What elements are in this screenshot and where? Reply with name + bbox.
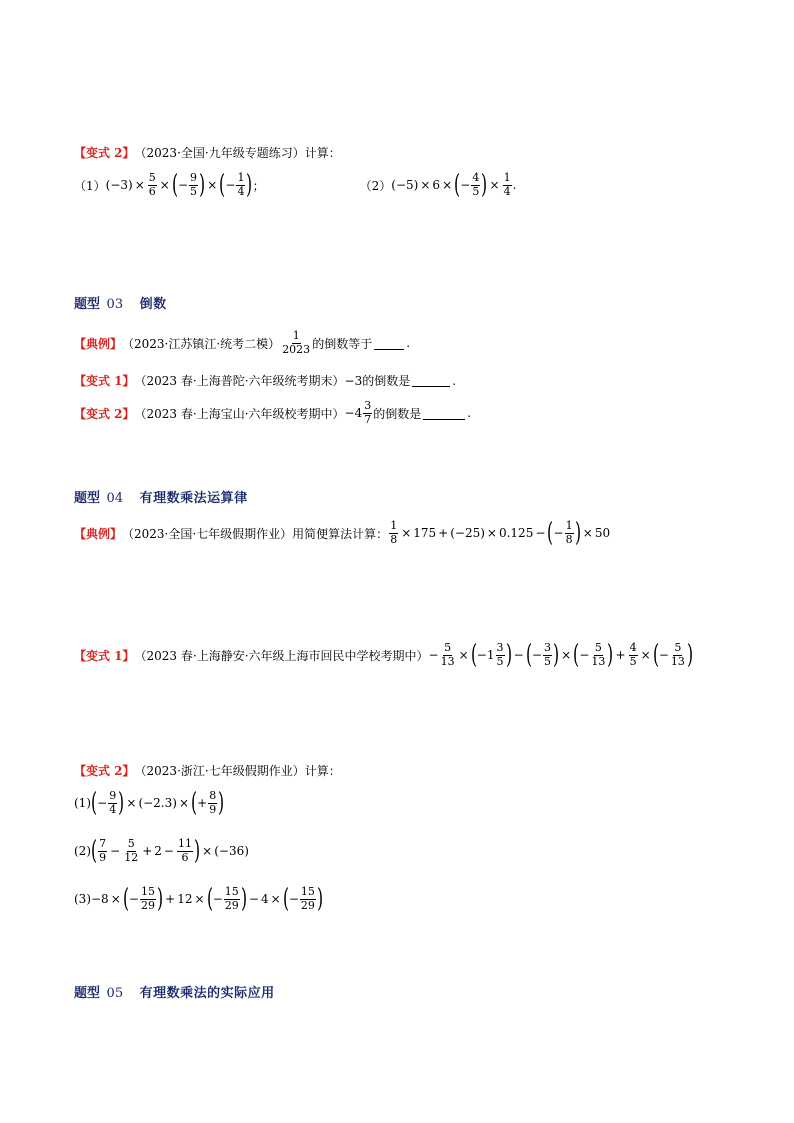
section-label: 题型: [74, 297, 101, 312]
part-label: (1): [74, 796, 91, 811]
problem-source: （2023·全国·七年级假期作业）用简便算法计算：: [122, 526, 389, 541]
variant-tag: 【变式 1】: [74, 648, 135, 663]
period: .: [452, 373, 457, 388]
variant-tag: 【变式 2】: [74, 406, 135, 421]
problem-source: （2023 春·上海静安·六年级上海市回民中学校考期中）: [134, 648, 429, 663]
problem-source: （2023 春·上海普陀·六年级统考期末）: [134, 374, 345, 388]
variant-tag: 【变式 2】: [74, 146, 135, 160]
variant-tag: 【变式 2】: [74, 764, 135, 778]
answer-blank: [423, 407, 465, 420]
expression: ( − $\frac{9}{4}$ ) × (−2.3) × ( + $\frac{8}{9}$ ): [91, 788, 225, 819]
period: .: [467, 406, 472, 421]
section-label: 题型: [74, 491, 101, 506]
problem-text: 的倒数等于: [312, 336, 373, 351]
part-label: （1）: [74, 178, 106, 193]
period: .: [512, 178, 517, 193]
example-tag: 【典例】: [74, 526, 123, 541]
problem-source: （2023·全国·九年级专题练习）计算：: [134, 146, 341, 160]
section-03-variant2: [74, 400, 471, 426]
section-04-variant1: [74, 640, 693, 671]
section-title: 有理数乘法的实际应用: [139, 986, 275, 1001]
example-tag: 【典例】: [74, 336, 123, 351]
answer-blank: [374, 337, 404, 350]
section-number: 05: [106, 986, 124, 1001]
part-label: （2）: [359, 178, 392, 193]
expression: − $\frac{5}{13}$ × ( −1 $\frac{3}{5}$ ) − ( − $\frac{3}{5}$ ) × ( − $\frac{5}{13}$ ) + $\frac{4}{5}$ × ( − $\frac{5}{13}$ ): [428, 640, 693, 671]
section-03-variant1: [74, 372, 456, 389]
problem-text: −3的倒数是: [344, 374, 411, 388]
fraction: $\frac{1}{2023}$: [282, 329, 311, 356]
variant2-top-expressions: [74, 170, 517, 201]
section-title: 有理数乘法运算律: [139, 491, 248, 506]
expression-1: (−3) × $\frac{5}{6}$ × ( − $\frac{9}{5}$ ) × ( − $\frac{1}{4}$ ): [105, 170, 253, 201]
problem-source: （2023 春·上海宝山·六年级校考期中）: [134, 406, 345, 421]
part-label: (2): [74, 844, 91, 859]
mixed-number: −4 $\frac{3}{7}$: [344, 399, 372, 426]
variant-tag: 【变式 1】: [74, 374, 135, 388]
problem-text: 的倒数是: [373, 406, 422, 421]
answer-blank: [412, 374, 450, 387]
section-05-heading: [74, 982, 275, 1001]
section-number: 03: [106, 297, 124, 312]
section-04-heading: [74, 487, 248, 506]
section-title: 倒数: [139, 297, 167, 312]
part-label: (3): [74, 892, 91, 907]
problem-source: （2023·浙江·七年级假期作业）计算：: [134, 764, 341, 778]
problem-source: （2023·江苏镇江·统考二模）: [122, 336, 281, 351]
variant2-top-header: [74, 144, 341, 161]
section-04-variant2-part1: [74, 788, 225, 819]
section-label: 题型: [74, 986, 101, 1001]
section-04-variant2-header: [74, 762, 341, 779]
section-04-example: [74, 518, 611, 549]
expression: ( $\frac{7}{9}$ − $\frac{5}{12}$ + 2 − $\frac{11}{6}$ ) × (−36): [91, 836, 249, 867]
section-04-variant2-part3: [74, 884, 324, 915]
section-04-variant2-part2: [74, 836, 249, 867]
expression-2: (−5) × 6 × ( − $\frac{4}{5}$ ) × $\frac{1}{4}$: [391, 170, 511, 201]
expression: $\frac{1}{8}$ × 175 + (−25) × 0.125 − ( − $\frac{1}{8}$ ) × 50: [390, 518, 611, 549]
section-03-example: [74, 330, 410, 356]
section-number: 04: [106, 491, 124, 506]
period: .: [406, 336, 411, 351]
section-03-heading: [74, 293, 167, 312]
semicolon: ；: [252, 178, 265, 193]
expression: −8 × ( − $\frac{15}{29}$ ) + 12 × ( − $\frac{15}{29}$ ) − 4 × ( − $\frac{15}{29}$ ): [91, 884, 324, 915]
